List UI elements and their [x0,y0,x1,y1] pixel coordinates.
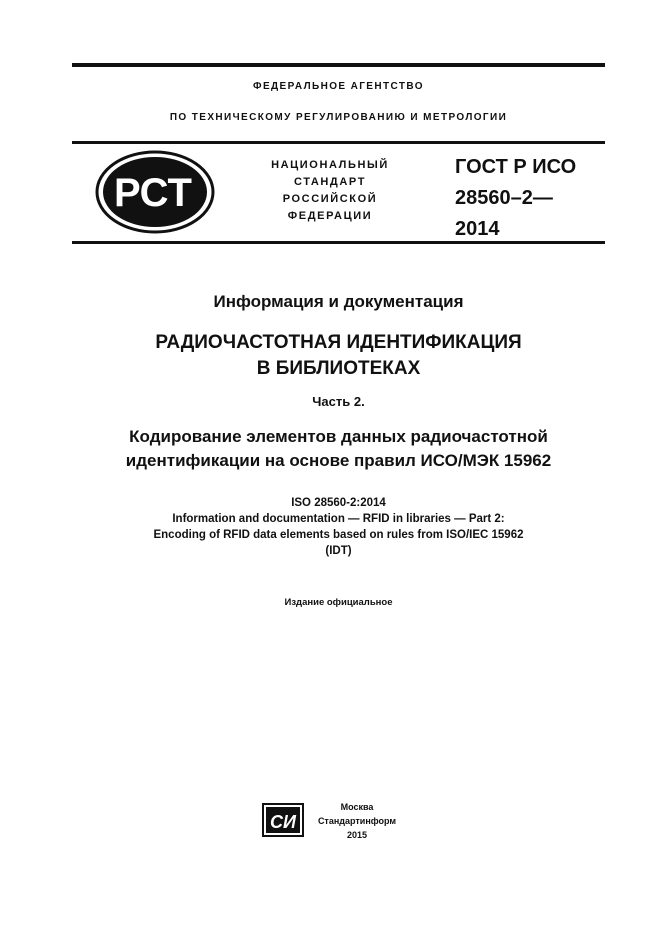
iso-title-line: Information and documentation — RFID in libraries — Part 2: [172,513,505,525]
standard-label-line: ФЕДЕРАЦИИ [287,210,373,222]
rst-logo-text: РСТ [113,171,193,215]
publisher-logo [262,803,304,837]
publisher-city: Москва [340,802,374,812]
publisher-year: 2015 [346,830,368,840]
part-number: Часть 2. [312,394,365,409]
main-title [72,330,605,382]
designation-rule [72,241,605,244]
designation-line: 28560–2— [455,187,553,209]
designation-line: 2014 [455,218,500,240]
standard-label-line: РОССИЙСКОЙ [282,193,378,205]
publisher-name: Стандартинформ [317,816,397,826]
iso-equivalence: (IDT) [325,545,352,557]
designation-line: ГОСТ Р ИСО [455,156,577,178]
standard-label [252,157,408,225]
rst-logo [93,149,217,235]
agency-line-2: ПО ТЕХНИЧЕСКОМУ РЕГУЛИРОВАНИЮ И МЕТРОЛОГИИ [169,112,508,123]
standard-label-line: НАЦИОНАЛЬНЫЙ [271,159,389,171]
main-title-line: В БИБЛИОТЕКАХ [256,358,421,379]
top-rule [72,63,605,67]
standard-label-line: СТАНДАРТ [293,176,367,188]
iso-title-line: Encoding of RFID data elements based on rules from ISO/IEC 15962 [153,529,524,541]
subject-title: Информация и документация [213,292,464,311]
standard-designation [455,152,576,245]
edition-note: Издание официальное [284,597,393,608]
part-title [72,425,605,473]
publisher-info [312,800,402,842]
iso-code: ISO 28560-2:2014 [291,497,386,509]
part-title-line: идентификации на основе правил ИСО/МЭК 15962 [125,451,552,470]
agency-line-1: ФЕДЕРАЛЬНОЕ АГЕНТСТВО [253,81,424,92]
international-reference [72,495,605,559]
publisher-logo-text: СИ [270,812,296,832]
main-title-line: РАДИОЧАСТОТНАЯ ИДЕНТИФИКАЦИЯ [155,332,522,353]
part-title-line: Кодирование элементов данных радиочастотной [129,427,548,446]
header-rule [72,141,605,144]
